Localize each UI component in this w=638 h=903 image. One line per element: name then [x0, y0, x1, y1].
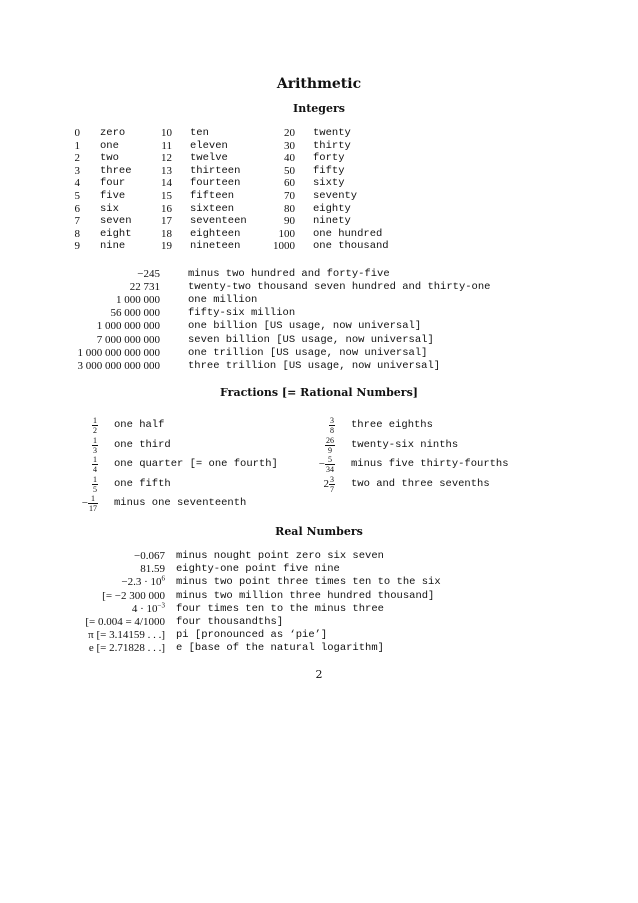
integer-word: ninety: [313, 215, 351, 228]
integer-number: 3: [74, 164, 80, 177]
large-number: 1 000 000 000 000: [77, 346, 160, 359]
integer-number: 18: [161, 227, 172, 240]
fraction: [92, 475, 98, 494]
integer-number: 19: [161, 240, 172, 253]
integer-word: nineteen: [190, 240, 241, 253]
integer-word: fifteen: [190, 190, 235, 202]
fraction-numerator: 1: [93, 455, 97, 465]
fraction-denominator: 9: [328, 445, 332, 455]
integer-number: 60: [284, 177, 295, 190]
integer-word: twelve: [190, 152, 228, 165]
real-number-base: 4 · 10: [131, 602, 158, 615]
fraction-numerator: 26: [326, 435, 334, 445]
real-number-base: [= −2 300 000: [102, 589, 165, 602]
fraction-value: [70, 436, 98, 455]
fraction-denominator: 17: [89, 504, 97, 514]
fraction: [92, 436, 98, 455]
real-number: [40, 576, 165, 589]
large-number: 3 000 000 000 000: [77, 359, 160, 372]
fraction-whole: 2: [323, 477, 329, 490]
large-number-words: one million: [188, 294, 258, 307]
integer-word: five: [100, 190, 126, 202]
integer-number: 20: [284, 127, 295, 139]
integers-heading: Integers: [293, 102, 345, 115]
fraction-denominator: 4: [93, 465, 97, 475]
real-number: [40, 550, 165, 563]
integer-word: zero: [100, 127, 126, 139]
fraction-words: two and three sevenths: [351, 477, 490, 490]
real-number-base: π [= 3.14159 . . .]: [88, 629, 165, 642]
fraction-numerator: 3: [330, 416, 334, 425]
integer-number: 8: [74, 227, 80, 240]
fraction-sign: −: [318, 458, 325, 471]
integer-number: 7: [74, 215, 80, 228]
integer-word: twenty: [313, 127, 351, 139]
real-number-exponent: −3: [157, 601, 165, 610]
page-title: Arithmetic: [276, 76, 362, 92]
fraction-value: [300, 416, 335, 435]
integer-word: eight: [100, 227, 132, 240]
large-number: 1 000 000: [116, 294, 160, 307]
fraction: [325, 436, 335, 455]
integer-number: 17: [161, 215, 172, 228]
real-number: [40, 603, 165, 616]
fraction-words: one third: [114, 438, 171, 451]
integer-number: 70: [284, 190, 295, 202]
integer-number: 12: [161, 152, 172, 165]
large-number-words: one trillion [US usage, now universal]: [188, 346, 428, 359]
integer-word: one thousand: [313, 240, 389, 253]
real-number-words: four times ten to the minus three: [176, 602, 384, 615]
large-number: 7 000 000 000: [96, 333, 160, 346]
fraction-denominator: 7: [330, 484, 334, 494]
large-number: 56 000 000: [110, 307, 160, 320]
integer-number: 15: [161, 190, 172, 202]
integer-word: six: [100, 202, 119, 215]
fraction-words: twenty-six ninths: [351, 438, 459, 451]
integer-number: 2: [74, 152, 80, 165]
integer-word: thirty: [313, 139, 351, 152]
integer-word: ten: [190, 127, 209, 139]
integer-number: 50: [284, 164, 295, 177]
integer-word: two: [100, 152, 119, 165]
integer-word: seventeen: [190, 215, 247, 228]
integer-word: sixteen: [190, 202, 235, 215]
integer-word: sixty: [313, 177, 345, 190]
real-numbers-heading: Real Numbers: [275, 525, 363, 538]
fraction-numerator: 1: [93, 474, 97, 484]
integer-word: one: [100, 139, 119, 152]
integer-word: four: [100, 177, 126, 190]
fraction-numerator: 1: [88, 494, 98, 504]
integer-number: 9: [74, 240, 80, 253]
fraction: [329, 416, 335, 435]
real-number-base: −0.067: [134, 550, 165, 562]
integer-word: seven: [100, 215, 132, 228]
fraction-words: one half: [114, 419, 165, 431]
integer-number: 6: [74, 202, 80, 215]
integer-number: 30: [284, 139, 295, 152]
integer-number: 5: [74, 190, 80, 202]
real-number-base: [= 0.004 = 4/1000: [85, 616, 165, 628]
fraction-numerator: 3: [330, 474, 334, 484]
fraction: [329, 475, 335, 494]
large-number-words: minus two hundred and forty-five: [188, 268, 390, 280]
real-number-exponent: 6: [161, 574, 165, 583]
real-number: [40, 629, 165, 642]
real-number: [40, 642, 165, 655]
fraction-words: minus five thirty-fourths: [351, 458, 509, 471]
integer-word: eighty: [313, 202, 351, 215]
real-number-words: e [base of the natural logarithm]: [176, 642, 384, 655]
fraction-sign: −: [81, 497, 88, 510]
integer-number: 14: [161, 177, 172, 190]
fraction: [92, 416, 98, 435]
integer-word: forty: [313, 152, 345, 165]
real-number-words: minus two point three times ten to the six: [176, 576, 441, 589]
large-number: 1 000 000 000: [96, 320, 160, 333]
integer-number: 10: [161, 127, 172, 139]
large-number-words: three trillion [US usage, now universal]: [188, 359, 441, 372]
large-number-words: twenty-two thousand seven hundred and thirty-one: [188, 281, 491, 294]
real-number: [40, 590, 165, 603]
real-number-words: four thousandths]: [176, 616, 284, 628]
real-number-base: e [= 2.71828 . . .]: [88, 642, 165, 655]
integer-number: 100: [278, 227, 295, 240]
fraction-words: minus one seventeenth: [114, 497, 247, 510]
fraction-denominator: 3: [93, 445, 97, 455]
integer-word: nine: [100, 240, 126, 253]
fraction-denominator: 5: [93, 484, 97, 494]
real-number-words: minus nought point zero six seven: [176, 550, 384, 562]
integer-number: 40: [284, 152, 295, 165]
fraction-numerator: 1: [93, 435, 97, 445]
real-number-base: 81.59: [140, 563, 165, 576]
fraction-value: [300, 475, 335, 494]
real-number-words: pi [pronounced as ‘pie’]: [176, 629, 328, 642]
fraction-value: [300, 436, 335, 455]
integer-number: 0: [74, 127, 80, 139]
integer-word: three: [100, 164, 132, 177]
integer-number: 4: [74, 177, 80, 190]
real-number: [40, 563, 165, 576]
integer-number: 11: [161, 139, 172, 152]
integer-word: fourteen: [190, 177, 241, 190]
fraction-value: [70, 494, 98, 513]
large-number-words: fifty-six million: [188, 307, 296, 320]
integer-number: 90: [284, 215, 295, 228]
fraction-value: [70, 455, 98, 474]
fraction-denominator: 2: [93, 426, 97, 435]
integer-word: seventy: [313, 190, 358, 202]
real-number: [40, 616, 165, 629]
integer-number: 1: [74, 139, 80, 152]
integer-number: 1000: [273, 240, 295, 253]
integer-word: fifty: [313, 164, 345, 177]
integer-word: eleven: [190, 139, 228, 152]
integer-word: eighteen: [190, 227, 241, 240]
fraction-value: [70, 475, 98, 494]
page-number: 2: [315, 668, 323, 681]
real-number-base: −2.3 · 10: [121, 576, 162, 589]
real-number-words: minus two million three hundred thousand]: [176, 589, 435, 602]
fraction-value: [300, 455, 335, 474]
fraction-numerator: 5: [325, 455, 335, 465]
large-number-words: one billion [US usage, now universal]: [188, 320, 422, 333]
fraction-numerator: 1: [93, 416, 97, 425]
fraction-words: one fifth: [114, 477, 171, 490]
real-number-words: eighty-one point five nine: [176, 563, 340, 576]
fraction-denominator: 34: [326, 465, 334, 475]
fraction: [325, 455, 335, 474]
large-number: 22 731: [129, 281, 160, 294]
fraction: [88, 494, 98, 513]
integer-number: 80: [284, 202, 295, 215]
fraction-words: three eighths: [351, 419, 433, 431]
fractions-heading: Fractions [= Rational Numbers]: [220, 386, 418, 399]
integer-word: one hundred: [313, 227, 383, 240]
fraction-words: one quarter [= one fourth]: [114, 458, 278, 471]
integer-number: 13: [161, 164, 172, 177]
large-number-words: seven billion [US usage, now universal]: [188, 333, 434, 346]
fraction: [92, 455, 98, 474]
integer-word: thirteen: [190, 164, 241, 177]
fraction-value: [70, 416, 98, 435]
large-number: −245: [137, 268, 160, 280]
integer-number: 16: [161, 202, 172, 215]
fraction-denominator: 8: [330, 426, 334, 435]
